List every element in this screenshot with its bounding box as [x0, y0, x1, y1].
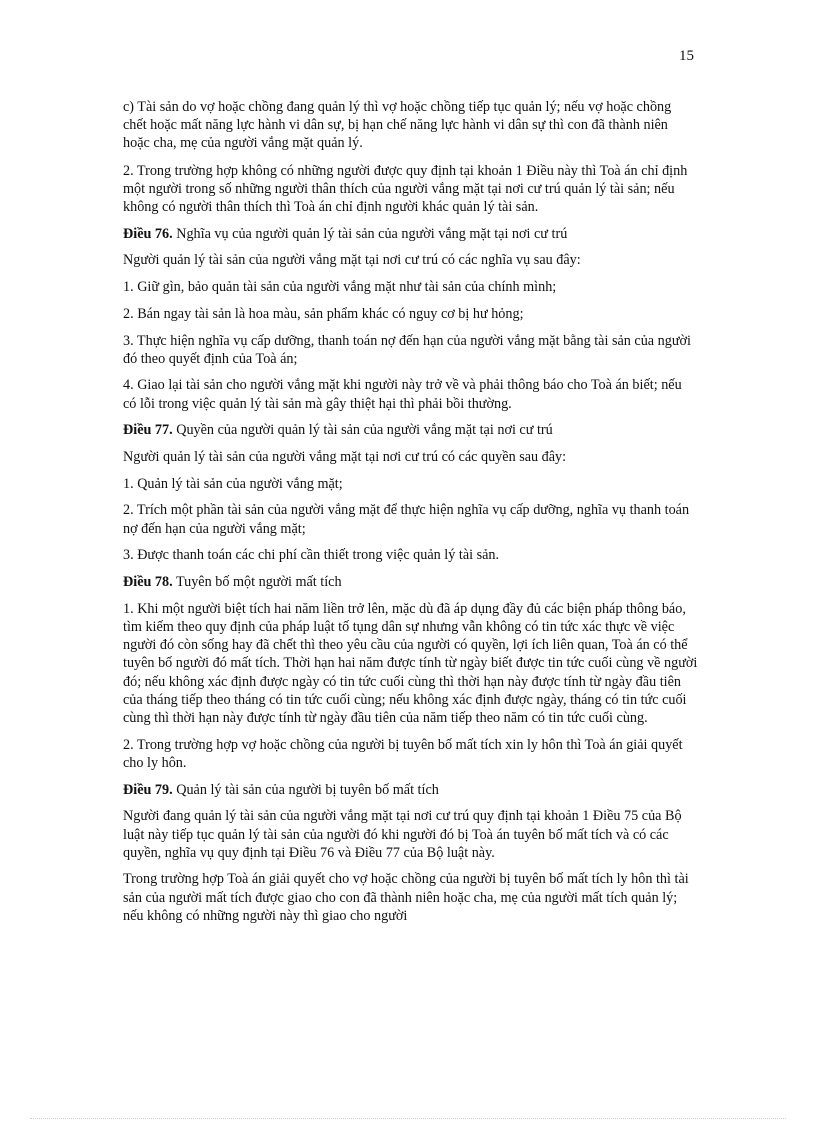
paragraph: 2. Trong trường hợp không có những người được quy định tại khoản 1 Điều này thì Toà án chỉ định một người trong số những người thân thích của người vắng mặt tại nơi cư trú quản lý tài sản; nếu không có người thân thích thì Toà án chỉ định người khác quản lý tài sản. [123, 162, 688, 216]
article-79-heading [123, 781, 698, 799]
article-title: Nghĩa vụ của người quản lý tài sản của người vắng mặt tại nơi cư trú [176, 225, 568, 242]
page-number: 15 [679, 48, 694, 64]
article-number: Điều 79. [123, 781, 173, 798]
article-number: Điều 76. [123, 225, 173, 242]
paragraph: Trong trường hợp Toà án giải quyết cho vợ hoặc chồng của người bị tuyên bố mất tích ly hôn thì tài sản của người mất tích được giao cho con đã thành niên hoặc cha, mẹ của người mất tích quản lý; nếu không có những người này thì giao cho người [123, 871, 689, 924]
paragraph: Người đang quản lý tài sản của người vắng mặt tại nơi cư trú quy định tại khoản 1 Điều 75 của Bộ luật này tiếp tục quản lý tài sản của người đó khi người đó bị Toà án tuyên bố mất tích và có các quyền, nghĩa vụ quy định tại Điều 76 và Điều 77 của Bộ luật này. [123, 808, 682, 861]
article-title: Quyền của người quản lý tài sản của người vắng mặt tại nơi cư trú [176, 422, 553, 439]
paragraph: c) Tài sản do vợ hoặc chồng đang quản lý thì vợ hoặc chồng tiếp tục quản lý; nếu vợ hoặc chồng chết hoặc mất năng lực hành vi dân sự, bị hạn chế năng lực hành vi dân sự thì con đã thành niên hoặc cha, mẹ của người vắng mặt quản lý. [123, 99, 672, 152]
article-title: Quản lý tài sản của người bị tuyên bố mất tích [176, 781, 439, 798]
article-76-heading [123, 225, 698, 243]
paragraph: Người quản lý tài sản của người vắng mặt tại nơi cư trú có các quyền sau đây: [123, 449, 567, 466]
article-77-heading [123, 421, 698, 439]
document-body [123, 98, 698, 934]
paragraph: 1. Giữ gìn, bảo quản tài sản của người vắng mặt như tài sản của chính mình; [123, 279, 557, 296]
page-bottom-divider [30, 1118, 786, 1119]
paragraph: Người quản lý tài sản của người vắng mặt tại nơi cư trú có các nghĩa vụ sau đây: [123, 252, 581, 269]
paragraph: 4. Giao lại tài sản cho người vắng mặt khi người này trở về và phải thông báo cho Toà án biết; nếu có lỗi trong việc quản lý tài sản mà gây thiệt hại thì phải bồi thường. [123, 377, 682, 412]
paragraph: 2. Trong trường hợp vợ hoặc chồng của người bị tuyên bố mất tích xin ly hôn thì Toà án giải quyết cho ly hôn. [123, 736, 683, 771]
article-number: Điều 77. [123, 422, 173, 439]
paragraph: 3. Thực hiện nghĩa vụ cấp dưỡng, thanh toán nợ đến hạn của người vắng mặt bằng tài sản của người đó theo quyết định của Toà án; [123, 332, 691, 367]
paragraph: 2. Trích một phần tài sản của người vắng mặt để thực hiện nghĩa vụ cấp dưỡng, nghĩa vụ thanh toán nợ đến hạn của người vắng mặt; [123, 502, 690, 537]
paragraph: 1. Khi một người biệt tích hai năm liền trở lên, mặc dù đã áp dụng đầy đủ các biện pháp thông báo, tìm kiếm theo quy định của pháp luật tố tụng dân sự nhưng vẫn không có tin tức xác thực về việc người đó còn sống hay đã chết thì theo yêu cầu của người có quyền, lợi ích liên quan, Toà án có thể tuyên bố người đó mất tích. Thời hạn hai năm được tính từ ngày biết được tin tức cuối cùng về người đó; nếu không xác định được ngày có tin tức cuối cùng thì thời hạn này được tính từ ngày đầu tiên của tháng tiếp theo tháng có tin tức cuối cùng; nếu không xác định được ngày, tháng có tin tức cuối cùng thì thời hạn này được tính từ ngày đầu tiên của năm tiếp theo năm có tin tức cuối cùng. [123, 600, 698, 726]
paragraph: 2. Bán ngay tài sản là hoa màu, sản phẩm khác có nguy cơ bị hư hỏng; [123, 305, 524, 322]
article-78-heading [123, 573, 698, 591]
paragraph: 1. Quản lý tài sản của người vắng mặt; [123, 475, 343, 492]
article-number: Điều 78. [123, 574, 173, 591]
paragraph: 3. Được thanh toán các chi phí cần thiết trong việc quản lý tài sản. [123, 547, 500, 564]
article-title: Tuyên bố một người mất tích [175, 574, 342, 591]
